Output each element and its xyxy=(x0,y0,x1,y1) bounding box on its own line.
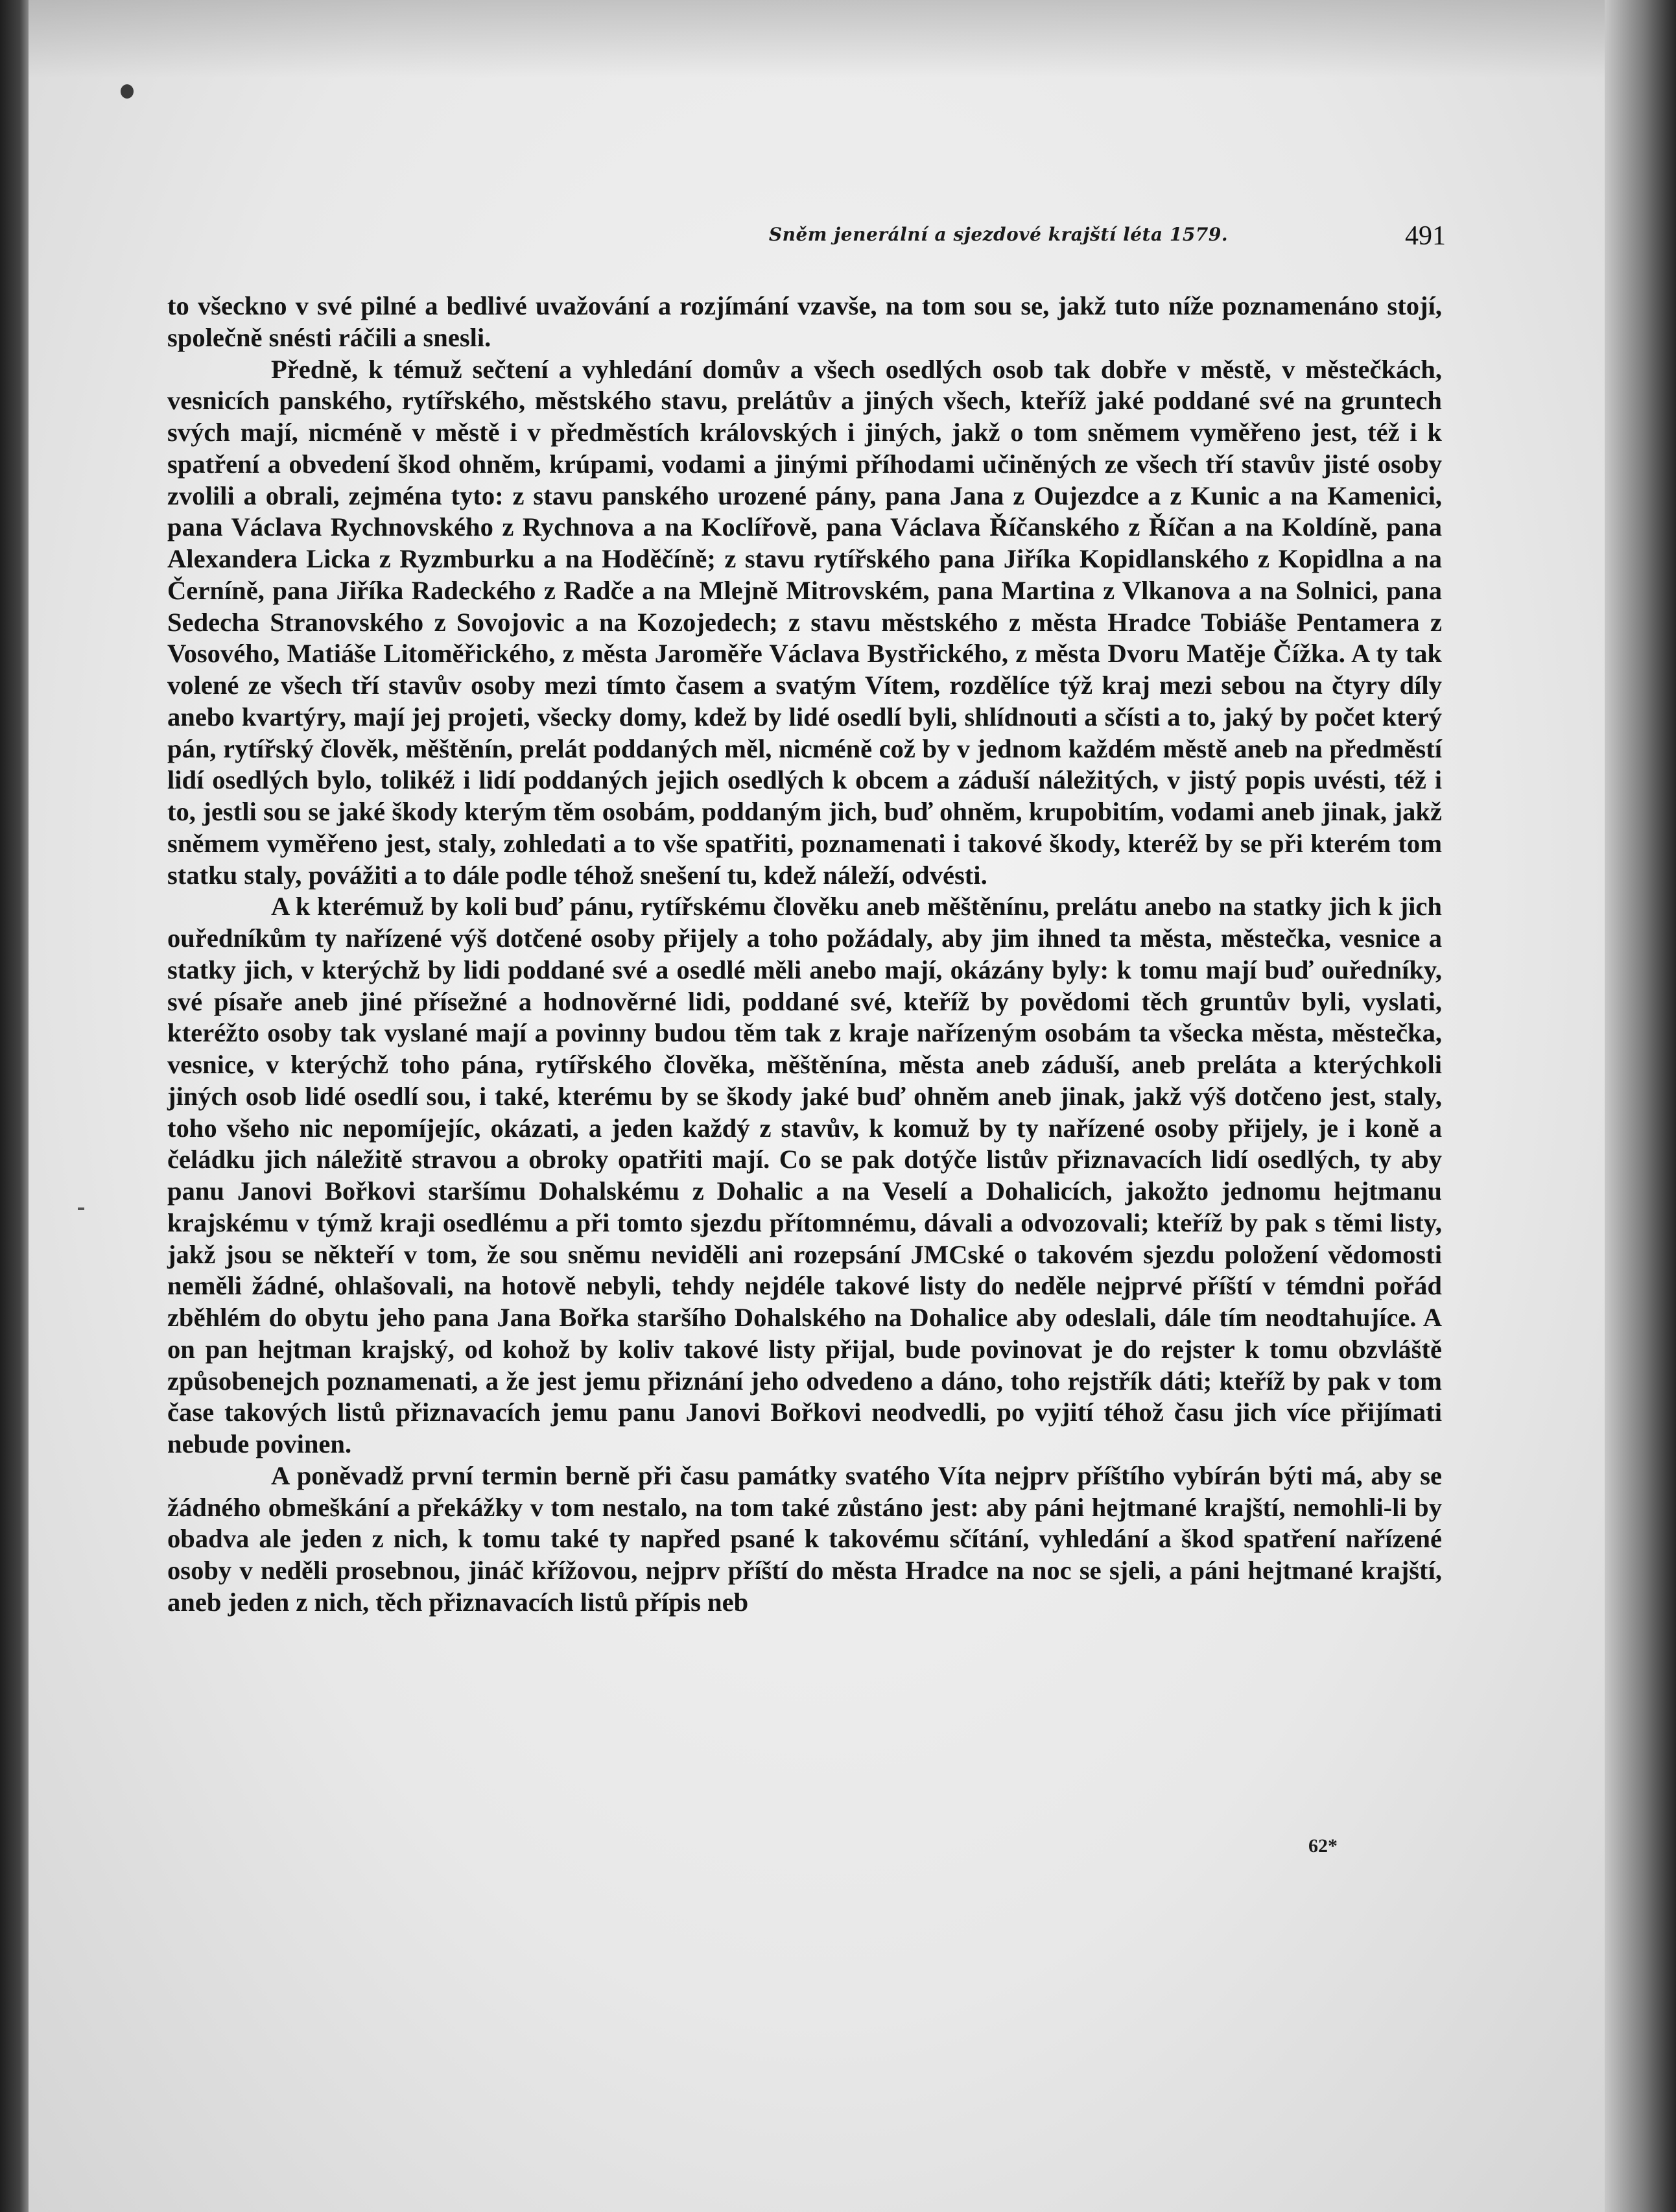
right-page-shadow xyxy=(1605,0,1676,2212)
paragraph: to všeckno v své pilné a bedlivé uvažování a rozjímání vzavše, na tom sou se, jakž tuto níže poznamenáno stojí, společně snésti ráčili a snesli. xyxy=(167,291,1442,352)
left-page-edge xyxy=(0,0,29,2212)
top-shadow xyxy=(29,0,1614,78)
sheet-signature-mark: 62* xyxy=(1308,1835,1338,1857)
binding-hole-mark xyxy=(121,84,134,99)
paragraph: A poněvadž první termin berně při času památky svatého Víta nejprv příštího vybírán býti má, aby se žádného obmeškání a překážky v tom nestalo, na tom také zůstáno jest: aby páni hejtmané krajští, nemohli-li by obadva ale jeden z nich, k tomu také ty napřed psané k takovému sčítání, vyhledání a škod spatření nařízené osoby v neděli prosebnou, jináč křížovou, nejprv příští do města Hradce na noc se sjeli, a páni hejtmané krajští, aneb jeden z nich, těch přiznavacích listů přípis neb xyxy=(167,1460,1442,1617)
paragraph: A k kterémuž by koli buď pánu, rytířskému člověku aneb měštěnínu, prelátu anebo na statky jich k jich ouředníkům ty nařízené výš dotčené osoby přijely a toho požádaly, aby jim ihned ta města, městečka, vesnice a statky jich, v kterýchž by lidi poddané své a osedlé měli anebo mají, okázány byly: k tomu mají buď ouředníky, své písaře aneb jiné přísežné a hodnověrné lidi, poddané své, kteříž by povědomi těch gruntův byli, vyslati, kteréžto osoby tak vyslané mají a povinny budou těm tak z kraje nařízeným osobám ta všecka města, městečka, vesnice, v kterýchž toho pána, rytířského člověka, měštěnína, města aneb záduší, aneb preláta a kterýchkoli jiných osob lidé osedlí sou, i také, kterému by se škody jaké buď ohněm aneb jinak, jakž výš dotčeno jest, staly, toho všeho nic nepomíjejíc, okázati, a jeden každý z stavův, k komuž by ty nařízené osoby přijely, je i koně a čeládku jich náležitě stravou a obroky opatřiti mají. Co se pak dotýče listův přiznavacích lidí osedlých, ty aby panu Janovi Bořkovi staršímu Dohalskému z Dohalic a na Veselí a Dohalicích, jakožto jednomu hejtmanu krajskému v týmž kraji osedlému a při tomto sjezdu přítomnému, dávali a odvozovali; kteříž by pak s těmi listy, jakž jsou se někteří v tom, že sou sněmu neviděli ani rozepsání JMCské o takovém sjezdu položení vědomosti neměli žádné, ohlašovali, na hotově nebyli, tehdy nejdéle takové listy do neděle nejprvé příští v témdni pořád zběhlém do obytu jeho pana Jana Bořka staršího Dohalského na Dohalice aby odeslali, dále tím neodtahujíce. A on pan hejtman krajský, od kohož by koliv takové listy přijal, bude povinovat je do rejster k tomu obzvláště způsobenejch poznamenati, a že jest jemu přiznání jeho odvedeno a dáno, toho rejstřík dáti; kteříž by pak v tom čase takových listů přiznavacích jemu panu Janovi Bořkovi neodvedli, po vyjití téhož času jich více přijímati nebude povinen. xyxy=(167,892,1442,1458)
paragraph: Předně, k témuž sečtení a vyhledání domův a všech osedlých osob tak dobře v městě, v městečkách, vesnicích panského, rytířského, městského stavu, prelátův a jiných všech, kteříž jaké poddané své na gruntech svých mají, nicméně v městě i v předměstích královských i jiných, jakž o tom sněmem vyměřeno jest, též i k spatření a obvedení škod ohněm, krúpami, vodami a jinými příhodami učiněných ze všech tří stavův jisté osoby zvolili a obrali, zejména tyto: z stavu panského urozené pány, pana Jana z Oujezdce a z Kunic a na Kamenici, pana Václava Rychnovského z Rychnova a na Koclířově, pana Václava Říčanského z Říčan a na Koldíně, pana Alexandera Licka z Ryzmburku a na Hoděčíně; z stavu rytířského pana Jiříka Kopidlanského z Kopidlna a na Černíně, pana Jiříka Radeckého z Radče a na Mlejně Mitrovském, pana Martina z Vlkanova a na Solnici, pana Sedecha Stranovského z Sovojovic a na Kozojedech; z stavu městského z města Hradce Tobiáše Pentamera z Vosového, Matiáše Litoměřického, z města Jaroměře Václava Bystřického, z města Dvoru Matěje Čížka. A ty tak volené ze všech tří stavův osoby mezi tímto časem a svatým Vítem, rozdělíce týž kraj mezi sebou na čtyry díly anebo kvartýry, mají jej projeti, všecky domy, kdež by lidé osedlí byli, shlídnouti a sčísti a to, jaký by počet který pán, rytířský člověk, měštěnín, prelát poddaných měl, nicméně což by v jednom každém městě aneb na předměstí lidí osedlých bylo, tolikéž i lidí poddaných jejich osedlých k obcem a záduší náležitých, v jistý popis uvésti, též i to, jestli sou se jaké škody kterým těm osobám, poddaným jich, buď ohněm, krupobitím, vodami aneb jinak, jakž sněmem vyměřeno jest, staly, zohledati a to vše spatřiti, poznamenati i takové škody, kteréž by se při kterém tom statku staly, povážiti a to dále podle téhož snešení tu, kdež náleží, odvésti. xyxy=(167,354,1442,890)
page-number: 491 xyxy=(1405,221,1446,251)
body-text xyxy=(167,291,1442,1619)
margin-tick-mark xyxy=(78,1207,84,1210)
running-title: Sněm jenerální a sjezdové krajští léta 1579. xyxy=(768,224,1229,245)
